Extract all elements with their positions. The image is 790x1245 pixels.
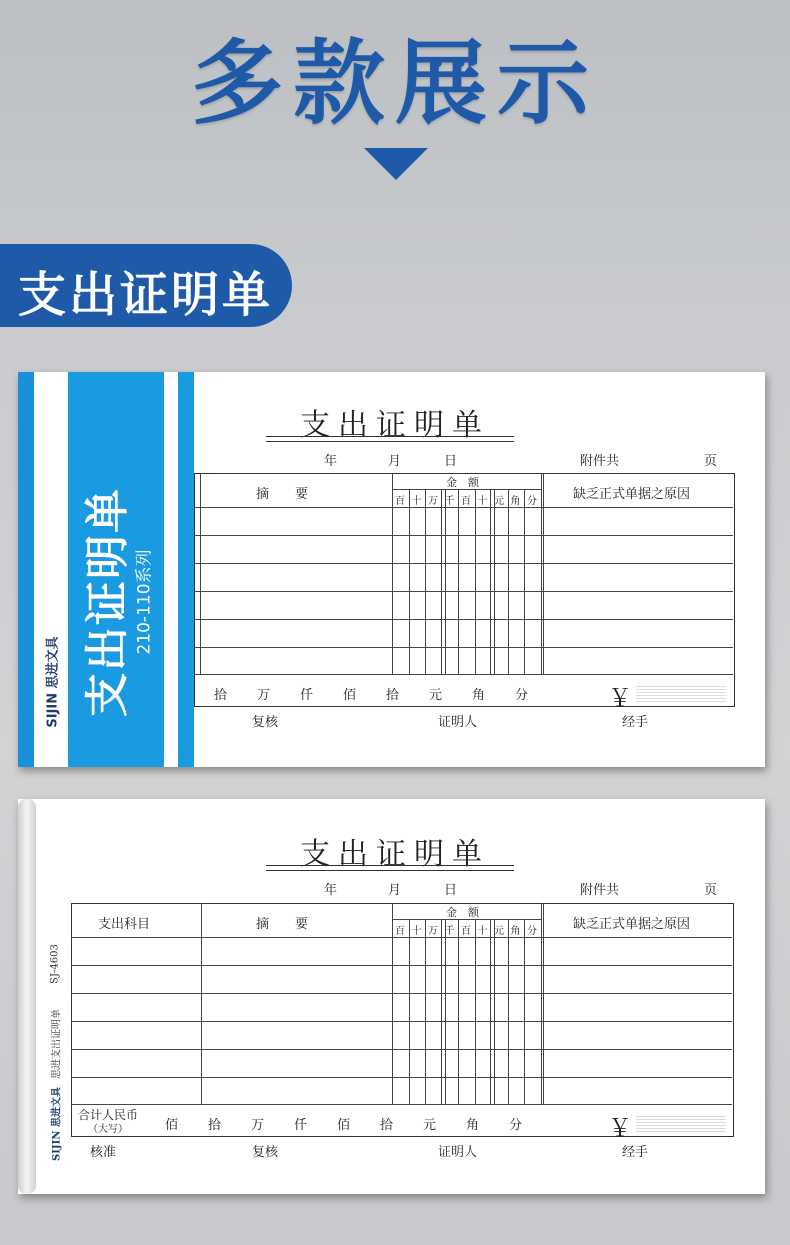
- row-line: [71, 965, 732, 966]
- digit-column-line: [524, 489, 525, 674]
- row-line: [194, 507, 733, 508]
- footer-handler: 经手: [622, 715, 649, 730]
- row-line: [71, 1021, 732, 1022]
- row-line: [71, 1077, 732, 1078]
- roll-edge: [18, 799, 36, 1194]
- footer-review: 复核: [252, 715, 279, 730]
- side-brand: SIJIN 思进文具: [51, 1087, 63, 1161]
- digit-header: 十: [477, 496, 488, 507]
- date-month: 月: [388, 454, 402, 469]
- col-summary: 摘 要: [256, 487, 309, 502]
- digit-column-line: [524, 919, 525, 1104]
- form-title: 支出证明单: [300, 408, 490, 443]
- row-line: [194, 674, 733, 675]
- row-line: [194, 591, 733, 592]
- spine-title: 支出证明单: [82, 487, 133, 717]
- spine-brand: SIJIN 思进文具: [45, 636, 61, 728]
- digit-column-line: [508, 919, 509, 1104]
- row-line: [71, 937, 732, 938]
- total-label: 合计人民币: [78, 1108, 139, 1122]
- attach-label: 附件共: [580, 883, 620, 898]
- digit-column-line: [490, 919, 495, 1104]
- row-line: [71, 1049, 732, 1050]
- digit-header: 十: [411, 496, 422, 507]
- footer-witness: 证明人: [438, 1145, 478, 1160]
- total-units: 拾万仟佰拾元角分: [214, 688, 559, 703]
- row-line: [71, 1104, 732, 1105]
- form-title: 支出证明单: [300, 837, 490, 872]
- spine-series: 210-110系列: [134, 549, 155, 655]
- side-name: 思进支出证明单: [51, 1009, 63, 1079]
- digit-header: 百: [395, 926, 405, 937]
- digit-header: 十: [411, 926, 422, 937]
- digit-column-line: [409, 919, 410, 1104]
- form-spine: [18, 372, 194, 767]
- expense-form-roll: [18, 799, 765, 1194]
- attach-unit: 页: [704, 454, 718, 469]
- row-line: [194, 619, 733, 620]
- form-table: [71, 903, 734, 1137]
- side-code: SJ-4603: [49, 944, 61, 984]
- date-year: 年: [324, 883, 338, 898]
- col-amount: 金 额: [446, 906, 479, 919]
- digit-header: 千: [444, 496, 455, 507]
- digit-header: 十: [477, 926, 488, 937]
- digit-column-line: [475, 919, 476, 1104]
- footer-witness: 证明人: [438, 715, 478, 730]
- digit-column-line: [490, 489, 495, 674]
- attach-label: 附件共: [580, 454, 620, 469]
- digit-header: 元: [494, 496, 504, 507]
- row-line: [194, 535, 733, 536]
- digit-column-line: [409, 489, 410, 674]
- total-sub: （大写）: [88, 1124, 128, 1135]
- date-day: 日: [444, 454, 458, 469]
- down-arrow-icon: [364, 148, 428, 180]
- col-subject: 支出科目: [98, 917, 151, 932]
- date-month: 月: [388, 883, 402, 898]
- col-reason: 缺乏正式单据之原因: [573, 917, 691, 932]
- digit-header: 百: [461, 496, 471, 507]
- digit-header: 万: [428, 926, 438, 937]
- digit-header: 千: [444, 926, 455, 937]
- digit-header: 角: [510, 926, 521, 937]
- amount-subhead-line: [392, 489, 541, 490]
- footer-review: 复核: [252, 1145, 279, 1160]
- footer-approve: 核准: [90, 1145, 117, 1160]
- digit-header: 元: [494, 926, 504, 937]
- form-table: [194, 473, 735, 707]
- digit-column-line: [425, 489, 426, 674]
- digit-header: 百: [395, 496, 405, 507]
- expense-form-bound: [18, 372, 765, 767]
- row-line: [194, 563, 733, 564]
- yen-symbol: ￥: [608, 684, 632, 712]
- col-summary: 摘 要: [256, 917, 309, 932]
- section-banner: [0, 244, 292, 327]
- digit-header: 角: [510, 496, 521, 507]
- col-amount: 金 额: [446, 476, 479, 489]
- row-line: [194, 647, 733, 648]
- attach-unit: 页: [704, 883, 718, 898]
- digit-column-line: [458, 489, 459, 674]
- date-year: 年: [324, 454, 338, 469]
- footer-handler: 经手: [622, 1145, 649, 1160]
- digit-header: 百: [461, 926, 471, 937]
- digit-column-line: [508, 489, 509, 674]
- digit-column-line: [441, 489, 446, 674]
- digit-column-line: [425, 919, 426, 1104]
- digit-header: 万: [428, 496, 438, 507]
- digit-column-line: [475, 489, 476, 674]
- page-title: 多款展示: [190, 30, 599, 137]
- title-underline: [266, 865, 514, 871]
- col-reason: 缺乏正式单据之原因: [573, 487, 691, 502]
- row-line: [71, 993, 732, 994]
- digit-column-line: [441, 919, 446, 1104]
- date-day: 日: [444, 883, 458, 898]
- digit-header: 分: [527, 496, 537, 507]
- digit-column-line: [458, 919, 459, 1104]
- digit-header: 分: [527, 926, 537, 937]
- title-underline: [266, 436, 514, 442]
- yen-symbol: ￥: [608, 1114, 632, 1142]
- amount-subhead-line: [392, 919, 541, 920]
- total-units: 佰拾万仟佰拾元角分: [165, 1118, 553, 1133]
- section-title: 支出证明单: [18, 267, 274, 323]
